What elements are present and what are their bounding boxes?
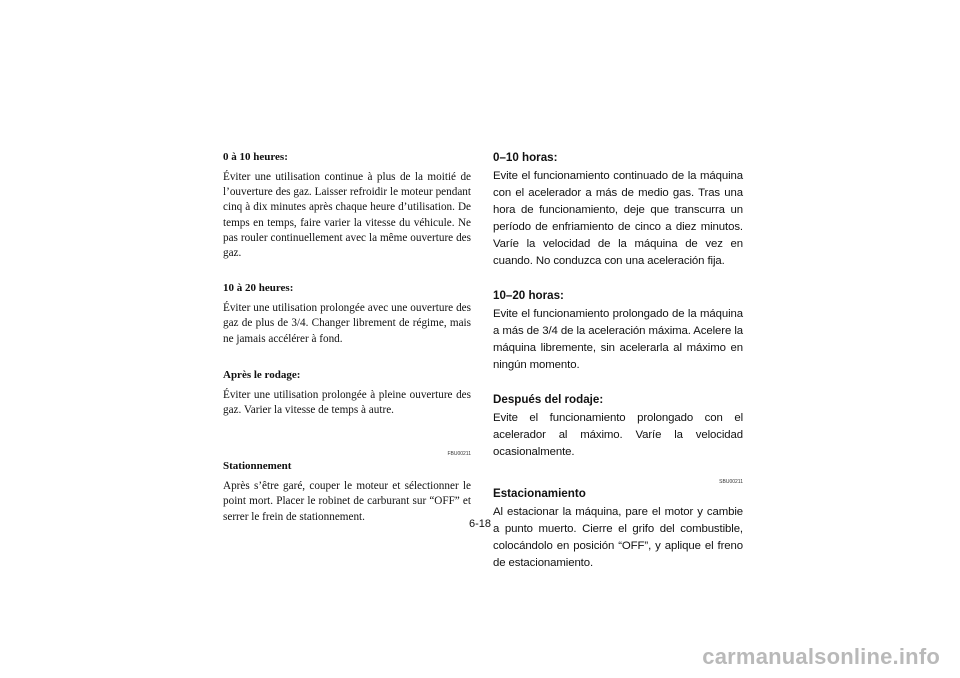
fr-parking-code: FBU00211 — [447, 451, 471, 458]
fr-section-0-10-heading: 0 à 10 heures: — [223, 151, 288, 163]
es-section-after-heading: Después del rodaje: — [493, 393, 604, 406]
spanish-column — [493, 150, 743, 572]
es-section-after-text: Evite el funcionamiento prolongado con el acelerador al máximo. Varíe la velocidad ocasionalmente. — [493, 412, 743, 458]
es-section-10-20-heading: 10–20 horas: — [493, 289, 564, 302]
es-parking-heading: Estacionamiento — [493, 487, 586, 500]
fr-section-after-heading: Après le rodage: — [223, 368, 301, 381]
es-section-0-10-text: Evite el funcionamiento continuado de la máquina con el acelerador a más de medio gas. Tras una hora de funcionamiento, deje que transcurra un período de enfriamiento de cinco a diez minutos. Varíe la velocidad de la máquina de vez en cuando. No conduzca con una aceleración fija. — [493, 170, 743, 267]
fr-section-0-10-text: Éviter une utilisation continue à plus de la moitié de l’ouverture des gaz. Laisser refroidir le moteur pendant cinq à dix minutes après chaque heure d’utilisation. De temps en temps, faire varier la vitesse du véhicule. Ne pas rouler continuellement avec la même ouverture des gaz. — [223, 171, 471, 260]
es-parking-text: Al estacionar la máquina, pare el motor y cambie a punto muerto. Cierre el grifo del combustible, colocándolo en posición “OFF”, y aplique el freno de estacionamiento. — [493, 506, 743, 569]
fr-section-after-text: Éviter une utilisation prolongée à pleine ouverture des gaz. Varier la vitesse de temps à autre. — [223, 388, 471, 417]
watermark: carmanualsonline.info — [702, 644, 940, 669]
es-section-0-10-heading: 0–10 horas: — [493, 151, 558, 164]
fr-section-10-20-heading: 10 à 20 heures: — [223, 282, 294, 295]
fr-parking-heading: Stationnement — [223, 460, 292, 473]
french-column — [223, 150, 471, 525]
fr-parking-text: Après s’être garé, couper le moteur et sélectionner le point mort. Placer le robinet de carburant sur “OFF” et serrer le frein de stationnement. — [223, 480, 471, 523]
es-section-10-20-text: Evite el funcionamiento prolongado de la máquina a más de 3/4 de la aceleración máxima. Acelere la máquina libremente, sin acelerarla al máximo en ningún momento. — [493, 308, 743, 371]
page-number: 6-18 — [468, 518, 492, 530]
es-parking-code: SBU00211 — [719, 479, 743, 485]
fr-section-10-20-text: Éviter une utilisation prolongée avec une ouverture des gaz de plus de 3/4. Changer librement de régime, mais ne jamais accélérer à fond. — [223, 302, 471, 345]
